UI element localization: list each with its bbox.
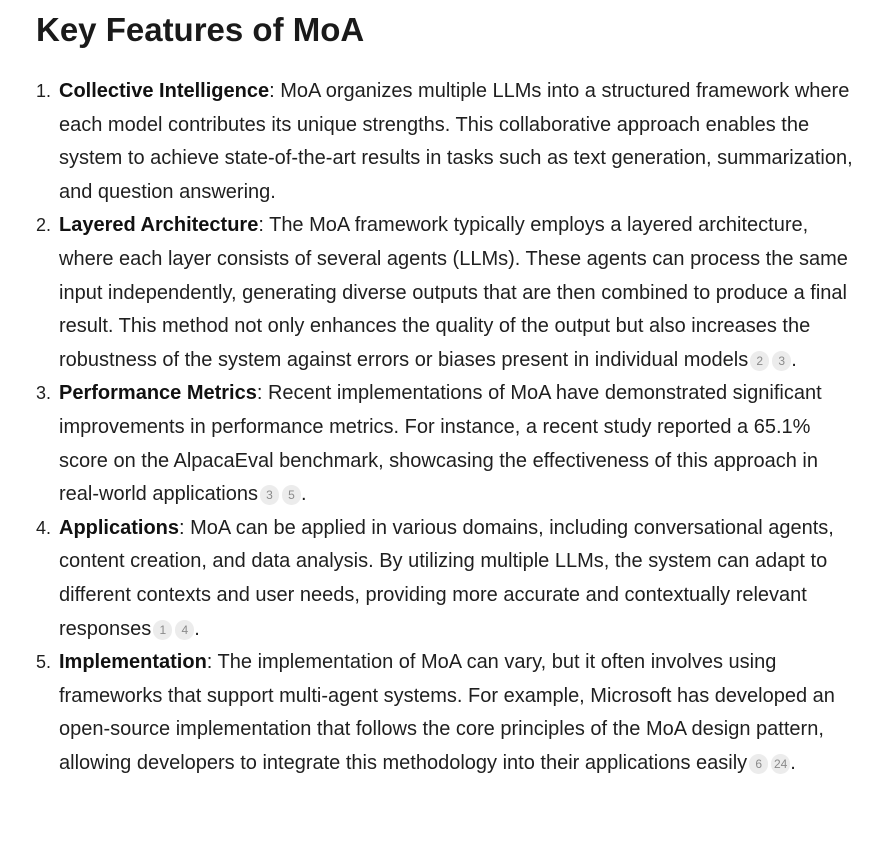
- item-body: [59, 646, 856, 780]
- item-term: Implementation: [59, 651, 207, 674]
- citation-badge[interactable]: 4: [175, 620, 194, 640]
- citation-badge[interactable]: 1: [153, 620, 172, 640]
- list-item: [36, 377, 856, 511]
- item-end: .: [300, 483, 307, 506]
- citation-badge[interactable]: 24: [771, 754, 790, 774]
- item-text: : Recent implementations of MoA have demonstrated significant improvements in performance metrics. For instance, a recent study reported a 65.1% score on the AlpacaEval benchmark, showcasing the effectiveness of this approach in real-world applications: [59, 382, 822, 506]
- item-number: 3.: [36, 383, 52, 404]
- citation-badge[interactable]: 3: [772, 351, 791, 371]
- feature-list: [36, 75, 856, 780]
- item-body: [59, 209, 856, 377]
- item-number: 5.: [36, 652, 52, 673]
- item-term: Applications: [59, 516, 180, 539]
- item-text: : The MoA framework typically employs a layered architecture, where each layer consists of several agents (LLMs). These agents can process the same input independently, generating diverse outputs that are then combined to produce a final result. This method not only enhances the quality of the output but also increases the robustness of the system against errors or biases present in individual models: [59, 214, 848, 371]
- citation-badge[interactable]: 2: [750, 351, 769, 371]
- list-item: [36, 209, 856, 377]
- item-number: 1.: [36, 81, 52, 101]
- item-number: 4.: [36, 517, 52, 538]
- item-text: : The implementation of MoA can vary, but it often involves using frameworks that support multi-agent systems. For example, Microsoft has developed an open-source implementation that follows the core principles of the MoA design pattern, allowing developers to integrate this methodology into their applications easily: [59, 651, 835, 774]
- item-end: .: [194, 617, 200, 640]
- item-term: Layered Architecture: [59, 214, 259, 237]
- citation-badge[interactable]: 6: [749, 754, 768, 774]
- item-body: [59, 512, 856, 646]
- item-text: : MoA organizes multiple LLMs into a structured framework where each model contributes its unique strengths. This collaborative approach enables the system to achieve state-of-the-art results in tasks such as text generation, summarization, and question answering.: [59, 80, 853, 203]
- list-item: [36, 646, 856, 780]
- item-text: : MoA can be applied in various domains, including conversational agents, content creation, and data analysis. By utilizing multiple LLMs, the system can adapt to different contexts and user needs, providing more accurate and contextually relevant responses: [59, 516, 834, 640]
- list-item: [36, 512, 856, 646]
- item-term: Collective Intelligence: [59, 80, 270, 102]
- item-body: [59, 75, 856, 209]
- item-end: .: [791, 348, 797, 371]
- item-end: .: [790, 751, 796, 774]
- item-term: Performance Metrics: [59, 382, 257, 405]
- citation-badge[interactable]: 3: [260, 485, 279, 505]
- list-item: [36, 75, 856, 209]
- item-body: [59, 377, 856, 511]
- citation-badge[interactable]: 5: [282, 485, 301, 505]
- item-number: 2.: [36, 215, 52, 236]
- section-heading: Key Features of MoA: [36, 11, 365, 48]
